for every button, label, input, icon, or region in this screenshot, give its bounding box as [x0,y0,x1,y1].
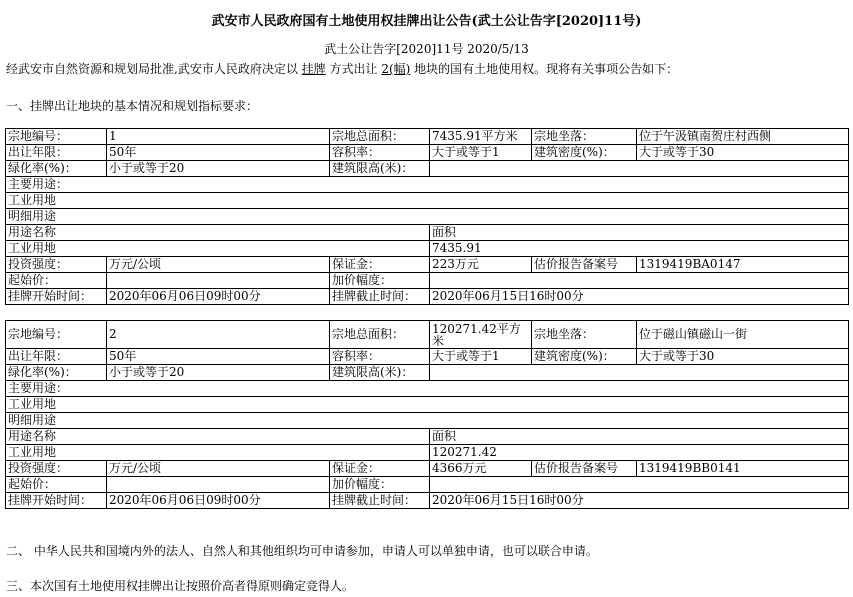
height-label: 建筑限高(米)： [330,161,430,177]
use-name-value: 工业用地 [6,445,430,461]
intro-prefix: 经武安市自然资源和规划局批准,武安市人民政府决定以 [6,62,298,76]
table-row [6,365,849,381]
deposit-value: 223万元 [430,257,532,273]
end-time-label: 挂牌截止时间： [330,289,430,305]
height-label: 建筑限高(米)： [330,365,430,381]
total-area-value: 7435.91平方米 [430,129,532,145]
start-time-label: 挂牌开始时间： [6,493,107,509]
density-value: 大于或等于30 [637,349,849,365]
deposit-label: 保证金： [330,257,430,273]
intro-count: 2(幅) [381,62,411,76]
height-value [430,161,849,177]
parcel-no-value: 2 [107,321,330,349]
table-row [6,413,849,429]
table-row [6,349,849,365]
area-value: 7435.91 [430,241,849,257]
location-value: 位于磁山镇磁山一街 [637,321,849,349]
start-time-value: 2020年06月06日09时00分 [107,493,330,509]
main-use-label: 主要用途： [6,177,849,193]
end-time-value: 2020年06月15日16时00分 [430,493,849,509]
appraisal-value: 1319419BA0147 [637,257,849,273]
increment-label: 加价幅度： [330,273,430,289]
table-row [6,273,849,289]
invest-label: 投资强度： [6,461,107,477]
table-row [6,461,849,477]
use-name-header: 用途名称 [6,429,430,445]
table-row [6,257,849,273]
table-row [6,477,849,493]
table-row [6,177,849,193]
parcel-no-value: 1 [107,129,330,145]
term-value: 50年 [107,349,330,365]
table-row [6,321,849,349]
announcement-title: 武安市人民政府国有土地使用权挂牌出让公告(武土公让告字[2020]11号) [211,14,642,29]
intro-method: 挂牌 [301,62,326,76]
detail-use-label: 明细用途 [6,413,849,429]
total-area-value: 120271.42平方米 [430,321,532,349]
table-row [6,225,849,241]
table-row [6,381,849,397]
start-price-label: 起始价： [6,477,107,493]
table-row [6,397,849,413]
green-value: 小于或等于20 [107,365,330,381]
total-area-label: 宗地总面积： [330,321,430,349]
table-row [6,429,849,445]
far-value: 大于或等于1 [430,349,532,365]
green-value: 小于或等于20 [107,161,330,177]
appraisal-label: 估价报告备案号 [532,461,637,477]
term-value: 50年 [107,145,330,161]
start-time-label: 挂牌开始时间： [6,289,107,305]
table-row [6,209,849,225]
start-time-value: 2020年06月06日09时00分 [107,289,330,305]
term-label: 出让年限： [6,145,107,161]
location-value: 位于午汲镇南贺庄村西侧 [637,129,849,145]
intro-mid: 方式出让 [329,62,378,76]
start-price-value [107,477,330,493]
announcement-subtitle: 武土公让告字[2020]11号 2020/5/13 [324,42,529,56]
green-label: 绿化率(%)： [6,161,107,177]
table-row [6,445,849,461]
increment-value [430,273,849,289]
density-label: 建筑密度(%)： [532,145,637,161]
table-row [6,289,849,305]
area-header: 面积 [430,225,849,241]
section-2-text: 二、 中华人民共和国境内外的法人、自然人和其他组织均可申请参加，申请人可以单独申请，也可以联合申请。 [6,544,598,558]
invest-value: 万元/公顷 [107,257,330,273]
total-area-label: 宗地总面积： [330,129,430,145]
main-use-label: 主要用途： [6,381,849,397]
appraisal-label: 估价报告备案号 [532,257,637,273]
section-1-heading: 一、挂牌出让地块的基本情况和规划指标要求： [6,99,259,113]
appraisal-value: 1319419BB0141 [637,461,849,477]
start-price-label: 起始价： [6,273,107,289]
table-row [6,493,849,509]
parcel-no-label: 宗地编号： [6,321,107,349]
parcel-no-label: 宗地编号： [6,129,107,145]
location-label: 宗地坐落： [532,321,637,349]
far-label: 容积率： [330,349,430,365]
invest-label: 投资强度： [6,257,107,273]
table-row [6,193,849,209]
area-value: 120271.42 [430,445,849,461]
main-use-value: 工业用地 [6,397,849,413]
increment-value [430,477,849,493]
intro-paragraph [6,60,678,77]
far-value: 大于或等于1 [430,145,532,161]
area-header: 面积 [430,429,849,445]
section-3-text: 三、本次国有土地使用权挂牌出让按照价高者得原则确定竞得人。 [6,579,355,593]
term-label: 出让年限： [6,349,107,365]
far-label: 容积率： [330,145,430,161]
table-row [6,145,849,161]
density-value: 大于或等于30 [637,145,849,161]
table-row [6,129,849,145]
deposit-label: 保证金： [330,461,430,477]
table-row [6,241,849,257]
detail-use-label: 明细用途 [6,209,849,225]
deposit-value: 4366万元 [430,461,532,477]
parcel-table-2 [5,320,849,509]
density-label: 建筑密度(%)： [532,349,637,365]
invest-value: 万元/公顷 [107,461,330,477]
main-use-value: 工业用地 [6,193,849,209]
location-label: 宗地坐落： [532,129,637,145]
green-label: 绿化率(%)： [6,365,107,381]
end-time-value: 2020年06月15日16时00分 [430,289,849,305]
end-time-label: 挂牌截止时间： [330,493,430,509]
height-value [430,365,849,381]
use-name-value: 工业用地 [6,241,430,257]
use-name-header: 用途名称 [6,225,430,241]
start-price-value [107,273,330,289]
parcel-table-1 [5,128,849,305]
intro-suffix: 地块的国有土地使用权。现将有关事项公告如下： [414,62,679,76]
table-row [6,161,849,177]
increment-label: 加价幅度： [330,477,430,493]
